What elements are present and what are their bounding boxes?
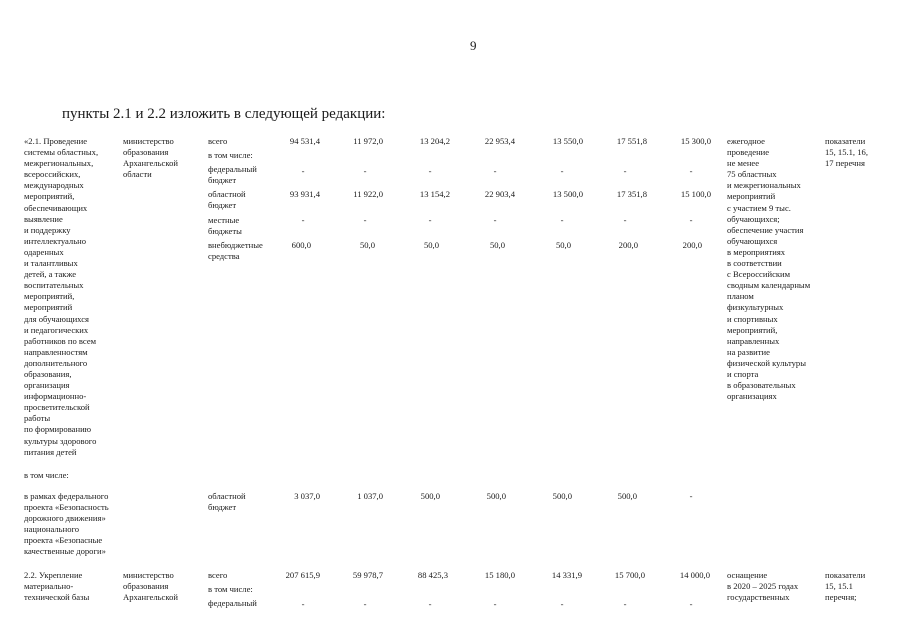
- row1-local-value: -: [428, 215, 432, 225]
- row1-local-value: -: [493, 215, 497, 225]
- row1-regional-value: 11 922,0: [353, 189, 383, 199]
- row2-total-value: 14 000,0: [679, 570, 710, 580]
- row2-total-value: 15 700,0: [614, 570, 645, 580]
- row1-extra-value: 200,0: [618, 240, 638, 250]
- row1-total-value: 17 551,8: [616, 136, 647, 146]
- row2-total-value: 59 978,7: [352, 570, 383, 580]
- row1-source-regional: областной бюджет: [208, 189, 246, 211]
- row1-extra-value: 600,0: [291, 240, 311, 250]
- row1-federal-value: -: [428, 166, 432, 176]
- row2-total-value: 14 331,9: [551, 570, 582, 580]
- row1-federal-value: -: [493, 166, 497, 176]
- row2-federal-value: -: [560, 599, 564, 609]
- row2-federal-value: -: [689, 599, 693, 609]
- row1-local-value: -: [623, 215, 627, 225]
- row2-federal-value: -: [428, 599, 432, 609]
- row1-source-total: всего: [208, 136, 228, 146]
- row2-federal-value: -: [363, 599, 367, 609]
- row2-total-value: 207 615,9: [285, 570, 320, 580]
- row1-local-value: -: [301, 215, 305, 225]
- row2-title: 2.2. Укрепление материально- технической базы: [24, 570, 90, 603]
- row1-local-value: -: [689, 215, 693, 225]
- subrow-value: -: [689, 491, 693, 501]
- subrow-value: 3 037,0: [294, 491, 320, 501]
- row1-total-value: 15 300,0: [680, 136, 711, 146]
- row1-local-value: -: [363, 215, 367, 225]
- row1-federal-value: -: [363, 166, 367, 176]
- row2-source-federal: федеральный: [208, 598, 257, 608]
- row1-source-including: в том числе:: [208, 150, 253, 160]
- row1-federal-value: -: [560, 166, 564, 176]
- row1-regional-value: 13 154,2: [419, 189, 450, 199]
- including-label: в том числе:: [24, 470, 69, 480]
- row2-executor: министерство образования Архангельской: [123, 570, 178, 603]
- row1-regional-value: 13 500,0: [552, 189, 583, 199]
- row1-total-value: 94 531,4: [289, 136, 320, 146]
- row1-source-local: местные бюджеты: [208, 215, 242, 237]
- row2-result: оснащение в 2020 – 2025 годах государственных: [727, 570, 799, 603]
- row1-total-value: 11 972,0: [353, 136, 383, 146]
- row2-federal-value: -: [493, 599, 497, 609]
- row2-total-value: 88 425,3: [417, 570, 448, 580]
- subrow-value: 500,0: [617, 491, 637, 501]
- row1-local-value: -: [560, 215, 564, 225]
- row1-result: ежегодное проведение не менее 75 областных и межрегиональных мероприятий с участием 9 тыс. обучающихся; обеспечение участия обучающихся в мероприятиях в соответствии с Всероссийским сводным календарным планом физкультурных и спортивных мероприятий, направленных на развитие физической культуры и спорта в образовательных организациях: [727, 136, 811, 402]
- row1-total-value: 13 204,2: [419, 136, 450, 146]
- row2-indicators: показатели 15, 15.1 перечня;: [825, 570, 866, 603]
- row2-total-value: 15 180,0: [484, 570, 515, 580]
- row1-regional-value: 17 351,8: [616, 189, 647, 199]
- intro-text: пункты 2.1 и 2.2 изложить в следующей редакции:: [62, 106, 386, 122]
- row1-total-value: 22 953,4: [484, 136, 515, 146]
- subrow-title: в рамках федерального проекта «Безопасность дорожного движения» национального проекта «Безопасные качественные дороги»: [24, 491, 109, 557]
- row1-extra-value: 50,0: [489, 240, 505, 250]
- subrow-value: 500,0: [486, 491, 506, 501]
- row2-source-total: всего: [208, 570, 228, 580]
- row1-federal-value: -: [623, 166, 627, 176]
- row1-regional-value: 15 100,0: [680, 189, 711, 199]
- subrow-value: 500,0: [420, 491, 440, 501]
- row1-regional-value: 22 903,4: [484, 189, 515, 199]
- row2-federal-value: -: [623, 599, 627, 609]
- row1-indicators: показатели 15, 15.1, 16, 17 перечня: [825, 136, 868, 169]
- row1-executor: министерство образования Архангельской области: [123, 136, 178, 180]
- row1-extra-value: 50,0: [555, 240, 571, 250]
- row1-title: «2.1. Проведение системы областных, межрегиональных, всероссийских, международных мероприятий, обеспечивающих выявление и поддержку интеллектуально одаренных и талантливых детей, а также воспитательных мероприятий, мероприятий для обучающихся и педагогических работников по всем направленностям дополнительного образования, организация информационно- просветительской работы по формированию культуры здорового питания детей: [24, 136, 99, 457]
- subrow-value: 500,0: [552, 491, 572, 501]
- row1-extra-value: 50,0: [423, 240, 439, 250]
- row1-source-extra: внебюджетные средства: [208, 240, 263, 262]
- row1-federal-value: -: [301, 166, 305, 176]
- row2-source-including: в том числе:: [208, 584, 253, 594]
- page-number: 9: [470, 38, 477, 53]
- row1-regional-value: 93 931,4: [289, 189, 320, 199]
- row1-total-value: 13 550,0: [552, 136, 583, 146]
- row1-source-federal: федеральный бюджет: [208, 164, 257, 186]
- row1-extra-value: 50,0: [359, 240, 375, 250]
- subrow-value: 1 037,0: [357, 491, 383, 501]
- row2-federal-value: -: [301, 599, 305, 609]
- row1-federal-value: -: [689, 166, 693, 176]
- row1-extra-value: 200,0: [682, 240, 702, 250]
- subrow-source: областной бюджет: [208, 491, 246, 513]
